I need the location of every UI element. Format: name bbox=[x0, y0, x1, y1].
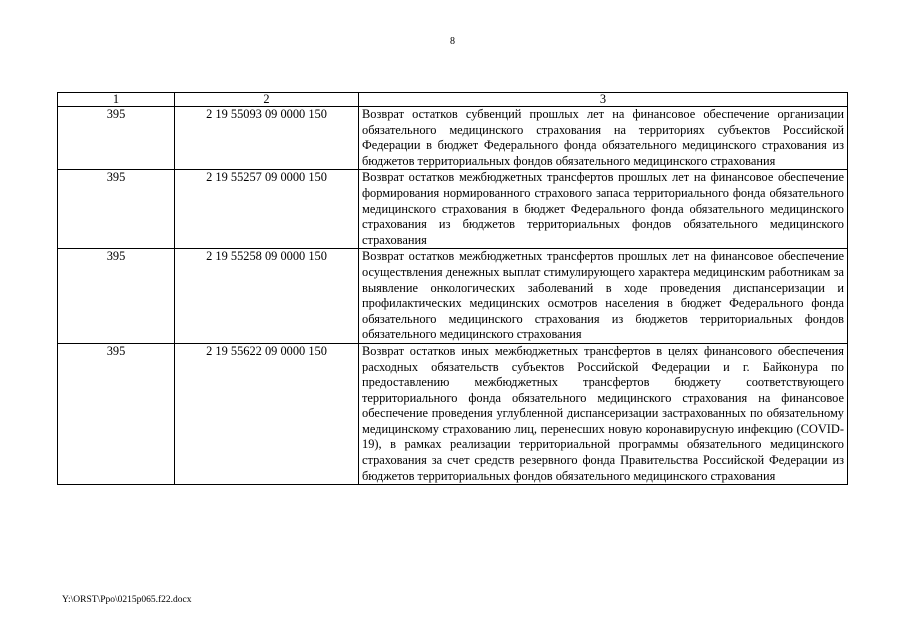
admin-code-cell: 395 bbox=[58, 170, 175, 249]
description-cell: Возврат остатков иных межбюджетных трансфертов в целях финансового обеспечения расходных обязательств субъектов Российской Федерации и г. Байконура по предоставлению межбюджетных трансфертов бюджету соответствующего территориального фонда обязательного медицинского страхования на финансовое обеспечение проведения углубленной диспансеризации застрахованных по обязательному медицинскому страхованию лиц, перенесших новую коронавирусную инфекцию (COVID-19), в рамках реализации территориальной программы обязательного медицинского страхования за счет средств резервного фонда Правительства Российской Федерации из бюджетов территориальных фондов обязательного медицинского страхования bbox=[359, 343, 848, 484]
description-cell: Возврат остатков межбюджетных трансфертов прошлых лет на финансовое обеспечение формирования нормированного страхового запаса территориального фонда обязательного медицинского страхования в бюджет Федерального фонда обязательного медицинского страхования из бюджетов территориальных фондов обязательного медицинского страхования bbox=[359, 170, 848, 249]
table-row bbox=[58, 107, 848, 170]
page-number: 8 bbox=[450, 36, 455, 47]
column-header-1: 1 bbox=[58, 93, 175, 107]
budget-code-cell: 2 19 55257 09 0000 150 bbox=[175, 170, 359, 249]
table-row bbox=[58, 343, 848, 484]
table-header-row bbox=[58, 93, 848, 107]
description-cell: Возврат остатков межбюджетных трансфертов прошлых лет на финансовое обеспечение осуществления денежных выплат стимулирующего характера медицинским работникам за выявление онкологических заболеваний в ходе проведения диспансеризации и профилактических медицинских осмотров населения в бюджет Федерального фонда обязательного медицинского страхования из бюджетов территориальных фондов обязательного медицинского страхования bbox=[359, 249, 848, 344]
budget-code-cell: 2 19 55093 09 0000 150 bbox=[175, 107, 359, 170]
description-cell: Возврат остатков субвенций прошлых лет на финансовое обеспечение организации обязательного медицинского страхования на территориях субъектов Российской Федерации в бюджет Федерального фонда обязательного медицинского страхования из бюджетов территориальных фондов обязательного медицинского страхования bbox=[359, 107, 848, 170]
budget-codes-table bbox=[57, 92, 848, 485]
admin-code-cell: 395 bbox=[58, 343, 175, 484]
table-row bbox=[58, 249, 848, 344]
table-row bbox=[58, 170, 848, 249]
budget-code-cell: 2 19 55258 09 0000 150 bbox=[175, 249, 359, 344]
admin-code-cell: 395 bbox=[58, 249, 175, 344]
budget-code-cell: 2 19 55622 09 0000 150 bbox=[175, 343, 359, 484]
column-header-2: 2 bbox=[175, 93, 359, 107]
column-header-3: 3 bbox=[359, 93, 848, 107]
admin-code-cell: 395 bbox=[58, 107, 175, 170]
footer-file-path: Y:\ORST\Ppo\0215p065.f22.docx bbox=[62, 595, 192, 605]
